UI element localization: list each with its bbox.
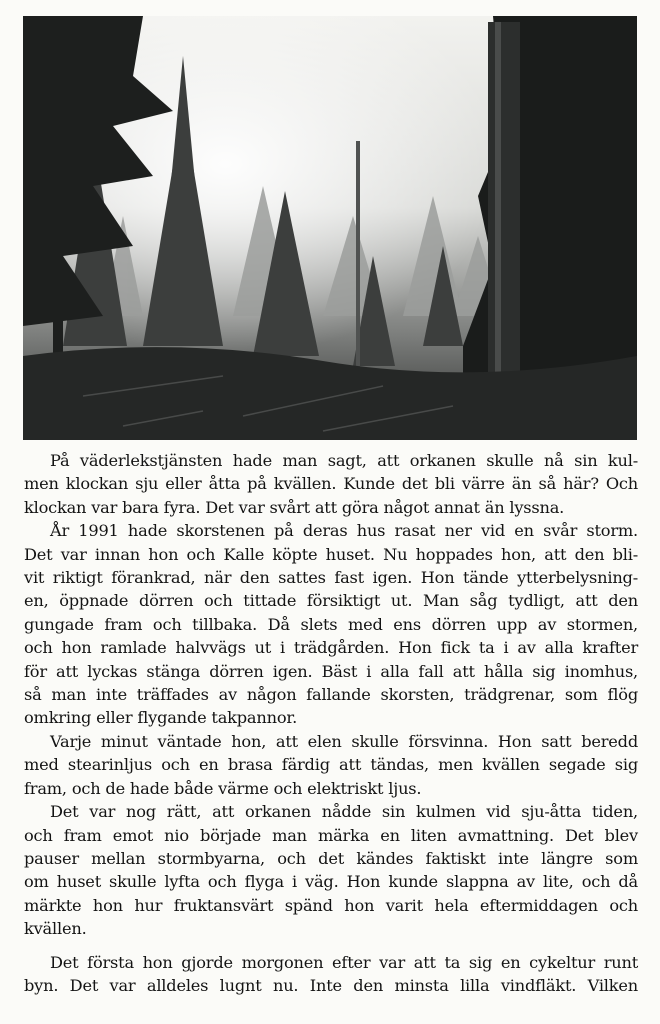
forest-photo	[23, 16, 637, 440]
text-line: gungade fram och tillbaka. Då slets med ens dörren upp av stormen,	[24, 614, 638, 634]
text-line: för att lyckas stänga dörren igen. Bäst i alla fall att hålla sig inomhus,	[24, 661, 638, 681]
text-line: Det första hon gjorde morgonen efter var att ta sig en cykeltur runt	[50, 952, 638, 972]
text-line: På väderlekstjänsten hade man sagt, att orkanen skulle nå sin kul-	[50, 451, 638, 470]
text-line: men klockan sju eller åtta på kvällen. Kunde det bli värre än så här? Och	[24, 474, 638, 494]
text-line: om huset skulle lyfta och flyga i väg. Hon kunde slappna av lite, och då	[24, 872, 638, 892]
text-line: kvällen.	[24, 919, 87, 939]
text-line: fram, och de hade både värme och elektriskt ljus.	[24, 778, 422, 798]
text-line: och hon ramlade halvvägs ut i trädgården. Hon fick ta i av alla krafter	[24, 638, 638, 658]
paragraph-1	[24, 449, 638, 519]
text-line: märkte hon hur fruktansvärt spänd hon varit hela eftermiddagen och	[24, 895, 638, 915]
text-line: med stearinljus och en brasa färdig att tändas, men kvällen segade sig	[24, 755, 638, 775]
paragraph-3	[24, 730, 638, 800]
text-line: så man inte träffades av någon fallande skorsten, trädgrenar, som flög	[24, 685, 638, 705]
text-line: Det var innan hon och Kalle köpte huset. Nu hoppades hon, att den bli-	[24, 544, 638, 564]
text-line: klockan var bara fyra. Det var svårt att göra något annat än lyssna.	[24, 497, 565, 517]
text-line: År 1991 hade skorstenen på deras hus rasat ner vid en svår storm.	[50, 521, 638, 541]
paragraph-4	[24, 800, 638, 940]
text-line: en, öppnade dörren och tittade försiktigt ut. Man såg tydligt, att den	[24, 591, 638, 611]
text-line: och fram emot nio började man märka en liten avmattning. Det blev	[24, 825, 638, 845]
text-line: pauser mellan stormbyarna, och det kändes faktiskt inte längre som	[24, 848, 638, 868]
paragraph-5	[24, 951, 638, 998]
text-line: byn. Det var alldeles lugnt nu. Inte den minsta lilla vindfläkt. Vilken	[24, 975, 638, 995]
text-line: vit riktigt förankrad, när den sattes fast igen. Hon tände ytterbelysning-	[24, 568, 638, 588]
forest-photo-icon	[23, 16, 637, 440]
body-text	[24, 449, 638, 997]
text-line: Varje minut väntade hon, att elen skulle försvinna. Hon satt beredd	[50, 731, 638, 751]
text-line: omkring eller flygande takpannor.	[24, 708, 298, 728]
paragraph-2	[24, 519, 638, 730]
text-line: Det var nog rätt, att orkanen nådde sin kulmen vid sju-åtta tiden,	[50, 802, 638, 822]
